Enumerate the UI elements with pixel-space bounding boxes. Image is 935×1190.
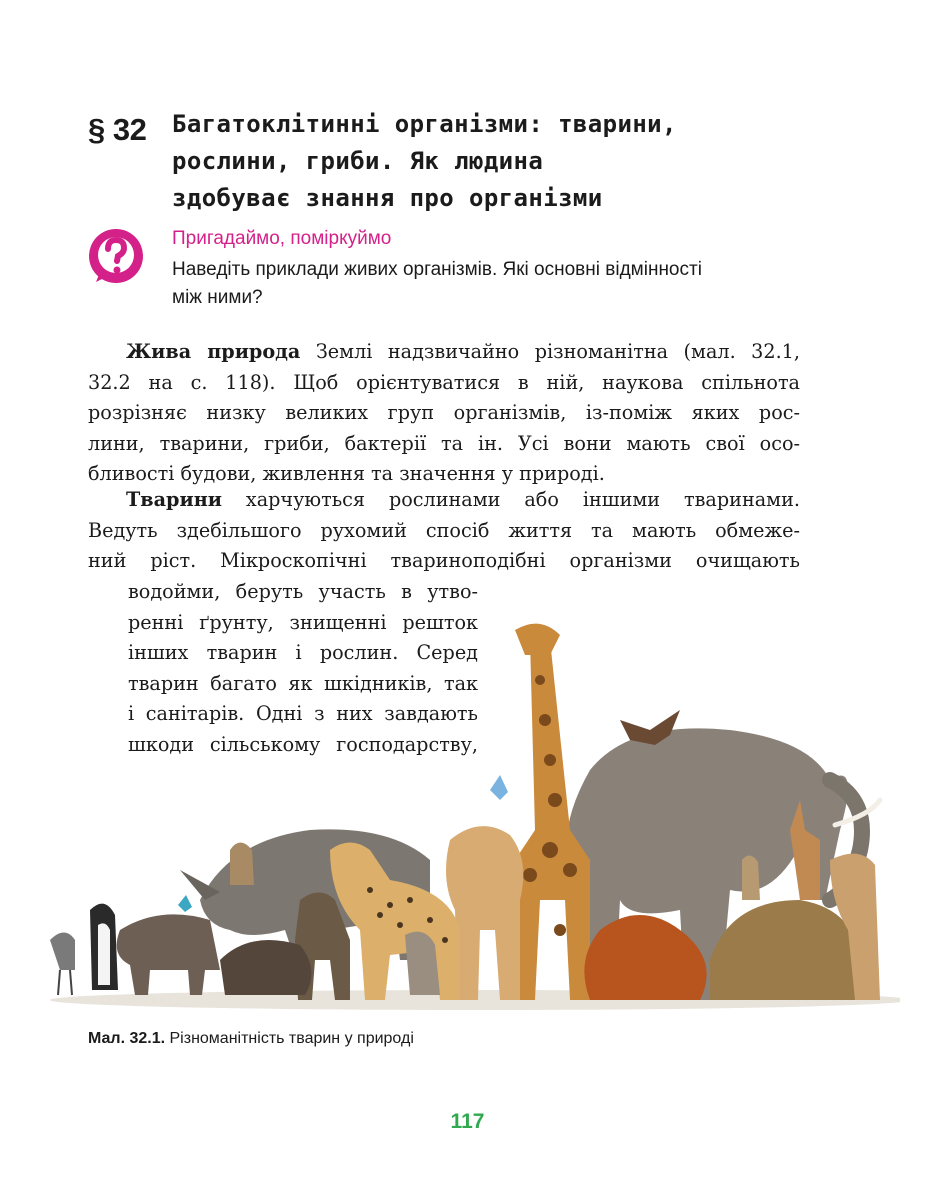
owl-figure xyxy=(230,843,254,886)
paragraph-line: лини, тварини, гриби, бактерії та ін. Усі вони мають свої осо- xyxy=(88,431,800,455)
paragraph-line: 32.2 на с. 118). Щоб орієнтуватися в ній, наукова спільнота xyxy=(88,370,800,394)
recall-line: між ними? xyxy=(172,287,263,308)
recall-line: Наведіть приклади живих організмів. Які основні відмінності xyxy=(172,259,702,280)
paragraph-line: Ведуть здебільшого рухомий спосіб життя та мають обмеже- xyxy=(88,518,800,542)
question-icon xyxy=(86,226,146,286)
recall-heading: Пригадаймо, поміркуймо xyxy=(172,228,392,249)
term-living-nature: Жива природа xyxy=(126,340,301,363)
paragraph-line: ний ріст. Мікроскопічні твариноподібні організми очищають xyxy=(88,549,800,572)
title-line: Багатоклітинні організми: тварини, xyxy=(172,110,677,138)
title-line: здобуває знання про організми xyxy=(172,184,603,212)
paragraph-line: шкоди сільському господарству, xyxy=(128,732,478,756)
section-title xyxy=(172,106,872,217)
paragraph-living-nature xyxy=(88,337,800,490)
butterfly-figure xyxy=(178,895,192,912)
meerkat-figure xyxy=(742,855,760,900)
butterfly-figure xyxy=(490,775,508,800)
paragraph-animals xyxy=(88,485,800,577)
crane-figure xyxy=(50,933,75,996)
title-line: рослини, гриби. Як людина xyxy=(172,147,544,175)
penguin-figure xyxy=(90,904,118,990)
paragraph-line: і санітарів. Одні з них завдають xyxy=(128,702,478,725)
figure-caption xyxy=(88,1030,414,1048)
paragraph-line: розрізняє низку великих груп організмів, із-поміж яких рос- xyxy=(88,401,800,424)
recall-question xyxy=(172,256,822,312)
paragraph-line: бливості будови, живлення та значення у природі. xyxy=(88,462,605,485)
porcupine-figure xyxy=(220,940,311,995)
paragraph-line: інших тварин і рослин. Серед xyxy=(128,641,478,664)
caption-label: Мал. 32.1. xyxy=(88,1030,166,1047)
paragraph-line: тварин багато як шкідників, так xyxy=(128,671,478,695)
paragraph-line: Жива природа Землі надзвичайно різноманітна (мал. 32.1, xyxy=(126,340,800,363)
animals-illustration xyxy=(30,600,900,1020)
paragraph-line: Тварини харчуються рослинами або іншими тваринами. xyxy=(126,488,800,511)
section-number: § 32 xyxy=(88,112,147,147)
warthog-figure xyxy=(117,914,220,995)
tortoise-figure xyxy=(710,900,860,1000)
paragraph-line: водойми, беруть участь в утво- xyxy=(128,580,478,603)
caption-text: Різноманітність тварин у природі xyxy=(165,1030,414,1047)
paragraph-line: ренні ґрунту, знищенні решток xyxy=(128,610,478,634)
page-number: 117 xyxy=(450,1110,485,1133)
term-animals: Тварини xyxy=(126,488,222,511)
